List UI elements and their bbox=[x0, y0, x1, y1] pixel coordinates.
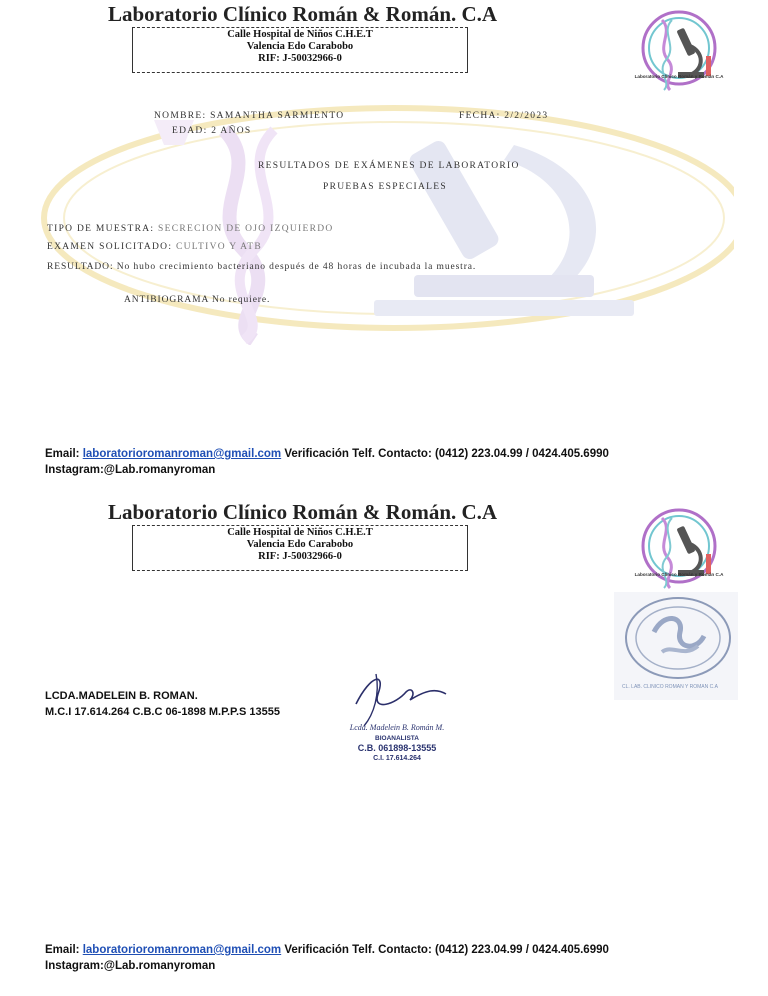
instagram-handle: Instagram:@Lab.romanyroman bbox=[45, 960, 216, 972]
email-link[interactable]: laboratorioromanroman@gmail.com bbox=[82, 944, 282, 956]
lab-title: Laboratorio Clínico Román & Román. C.A bbox=[108, 500, 498, 524]
email-label: Email: bbox=[45, 944, 80, 956]
patient-name-row bbox=[154, 111, 344, 121]
watermark-microscope-icon bbox=[34, 100, 734, 345]
signatory-name: LCDA.MADELEIN B. ROMAN. bbox=[45, 690, 198, 702]
antibiogram-row bbox=[124, 295, 270, 305]
antibiogram-label: ANTIBIOGRAMA bbox=[124, 295, 209, 305]
antibiogram-value: No requiere. bbox=[211, 295, 271, 305]
rif-number: RIF: J-50032966-0 bbox=[258, 551, 342, 562]
address-box bbox=[132, 27, 468, 73]
exam-label: EXAMEN SOLICITADO: bbox=[47, 242, 173, 252]
footer bbox=[45, 446, 609, 478]
report-date-row bbox=[459, 111, 548, 121]
signature-stamp-icon bbox=[316, 664, 478, 768]
logo-caption: Laboratorio Clínico Román y Román C.A bbox=[634, 572, 724, 577]
report-date: 2/2/2023 bbox=[504, 111, 549, 121]
sample-type-value: SECRECION DE OJO IZQUIERDO bbox=[158, 224, 334, 234]
patient-age-label: EDAD: bbox=[172, 126, 208, 136]
rif-number: RIF: J-50032966-0 bbox=[258, 53, 342, 64]
address-line: Calle Hospital de Niños C.H.E.T bbox=[227, 29, 373, 40]
sample-type-label: TIPO DE MUESTRA: bbox=[47, 224, 155, 234]
result-value: No hubo crecimiento bacteriano después de 48 horas de incubada la muestra. bbox=[116, 262, 477, 272]
address-city: Valencia Edo Carabobo bbox=[246, 41, 354, 52]
lab-stamp-icon bbox=[614, 592, 738, 700]
report-heading: RESULTADOS DE EXÁMENES DE LABORATORIO bbox=[258, 161, 520, 171]
contact-phones: Verificación Telf. Contacto: (0412) 223.04.99 / 0424.405.6990 bbox=[284, 448, 609, 460]
lab-logo-icon bbox=[622, 504, 736, 600]
patient-name: SAMANTHA SARMIENTO bbox=[210, 111, 345, 121]
report-subheading: PRUEBAS ESPECIALES bbox=[323, 182, 447, 192]
patient-name-label: NOMBRE: bbox=[154, 111, 207, 121]
patient-age: 2 AÑOS bbox=[211, 126, 252, 136]
exam-row bbox=[47, 242, 262, 252]
lab-logo-icon bbox=[622, 6, 736, 102]
signatory-block bbox=[45, 688, 280, 720]
report-date-label: FECHA: bbox=[459, 111, 501, 121]
signature-page bbox=[0, 498, 768, 996]
result-row bbox=[47, 262, 476, 272]
footer bbox=[45, 942, 609, 974]
signature-cb: C.B. 061898-13555 bbox=[357, 743, 437, 753]
address-box bbox=[132, 525, 468, 571]
instagram-handle: Instagram:@Lab.romanyroman bbox=[45, 464, 216, 476]
email-label: Email: bbox=[45, 448, 80, 460]
lab-title: Laboratorio Clínico Román & Román. C.A bbox=[108, 2, 498, 26]
address-line: Calle Hospital de Niños C.H.E.T bbox=[227, 527, 373, 538]
exam-value: CULTIVO Y ATB bbox=[175, 242, 263, 252]
signatory-credentials: M.C.I 17.614.264 C.B.C 06-1898 M.P.P.S 13555 bbox=[45, 706, 281, 718]
result-label: RESULTADO: bbox=[47, 262, 114, 272]
email-link[interactable]: laboratorioromanroman@gmail.com bbox=[82, 448, 282, 460]
address-city: Valencia Edo Carabobo bbox=[246, 539, 354, 550]
patient-age-row bbox=[172, 126, 252, 136]
contact-phones: Verificación Telf. Contacto: (0412) 223.04.99 / 0424.405.6990 bbox=[284, 944, 609, 956]
signature-ci: C.I. 17.614.264 bbox=[373, 755, 421, 762]
footer-contact-line bbox=[45, 446, 609, 462]
logo-caption: Laboratorio Clínico Román y Román C.A bbox=[634, 74, 724, 79]
signature-name: Lcda. Madelein B. Román M. bbox=[349, 723, 445, 732]
footer-contact-line bbox=[45, 942, 609, 958]
signature-title: BIOANALISTA bbox=[375, 735, 419, 742]
sample-type-row bbox=[47, 224, 334, 234]
svg-text:CL. LAB. CLINICO ROMAN Y ROMAN: CL. LAB. CLINICO ROMAN Y ROMAN C.A bbox=[622, 684, 718, 690]
